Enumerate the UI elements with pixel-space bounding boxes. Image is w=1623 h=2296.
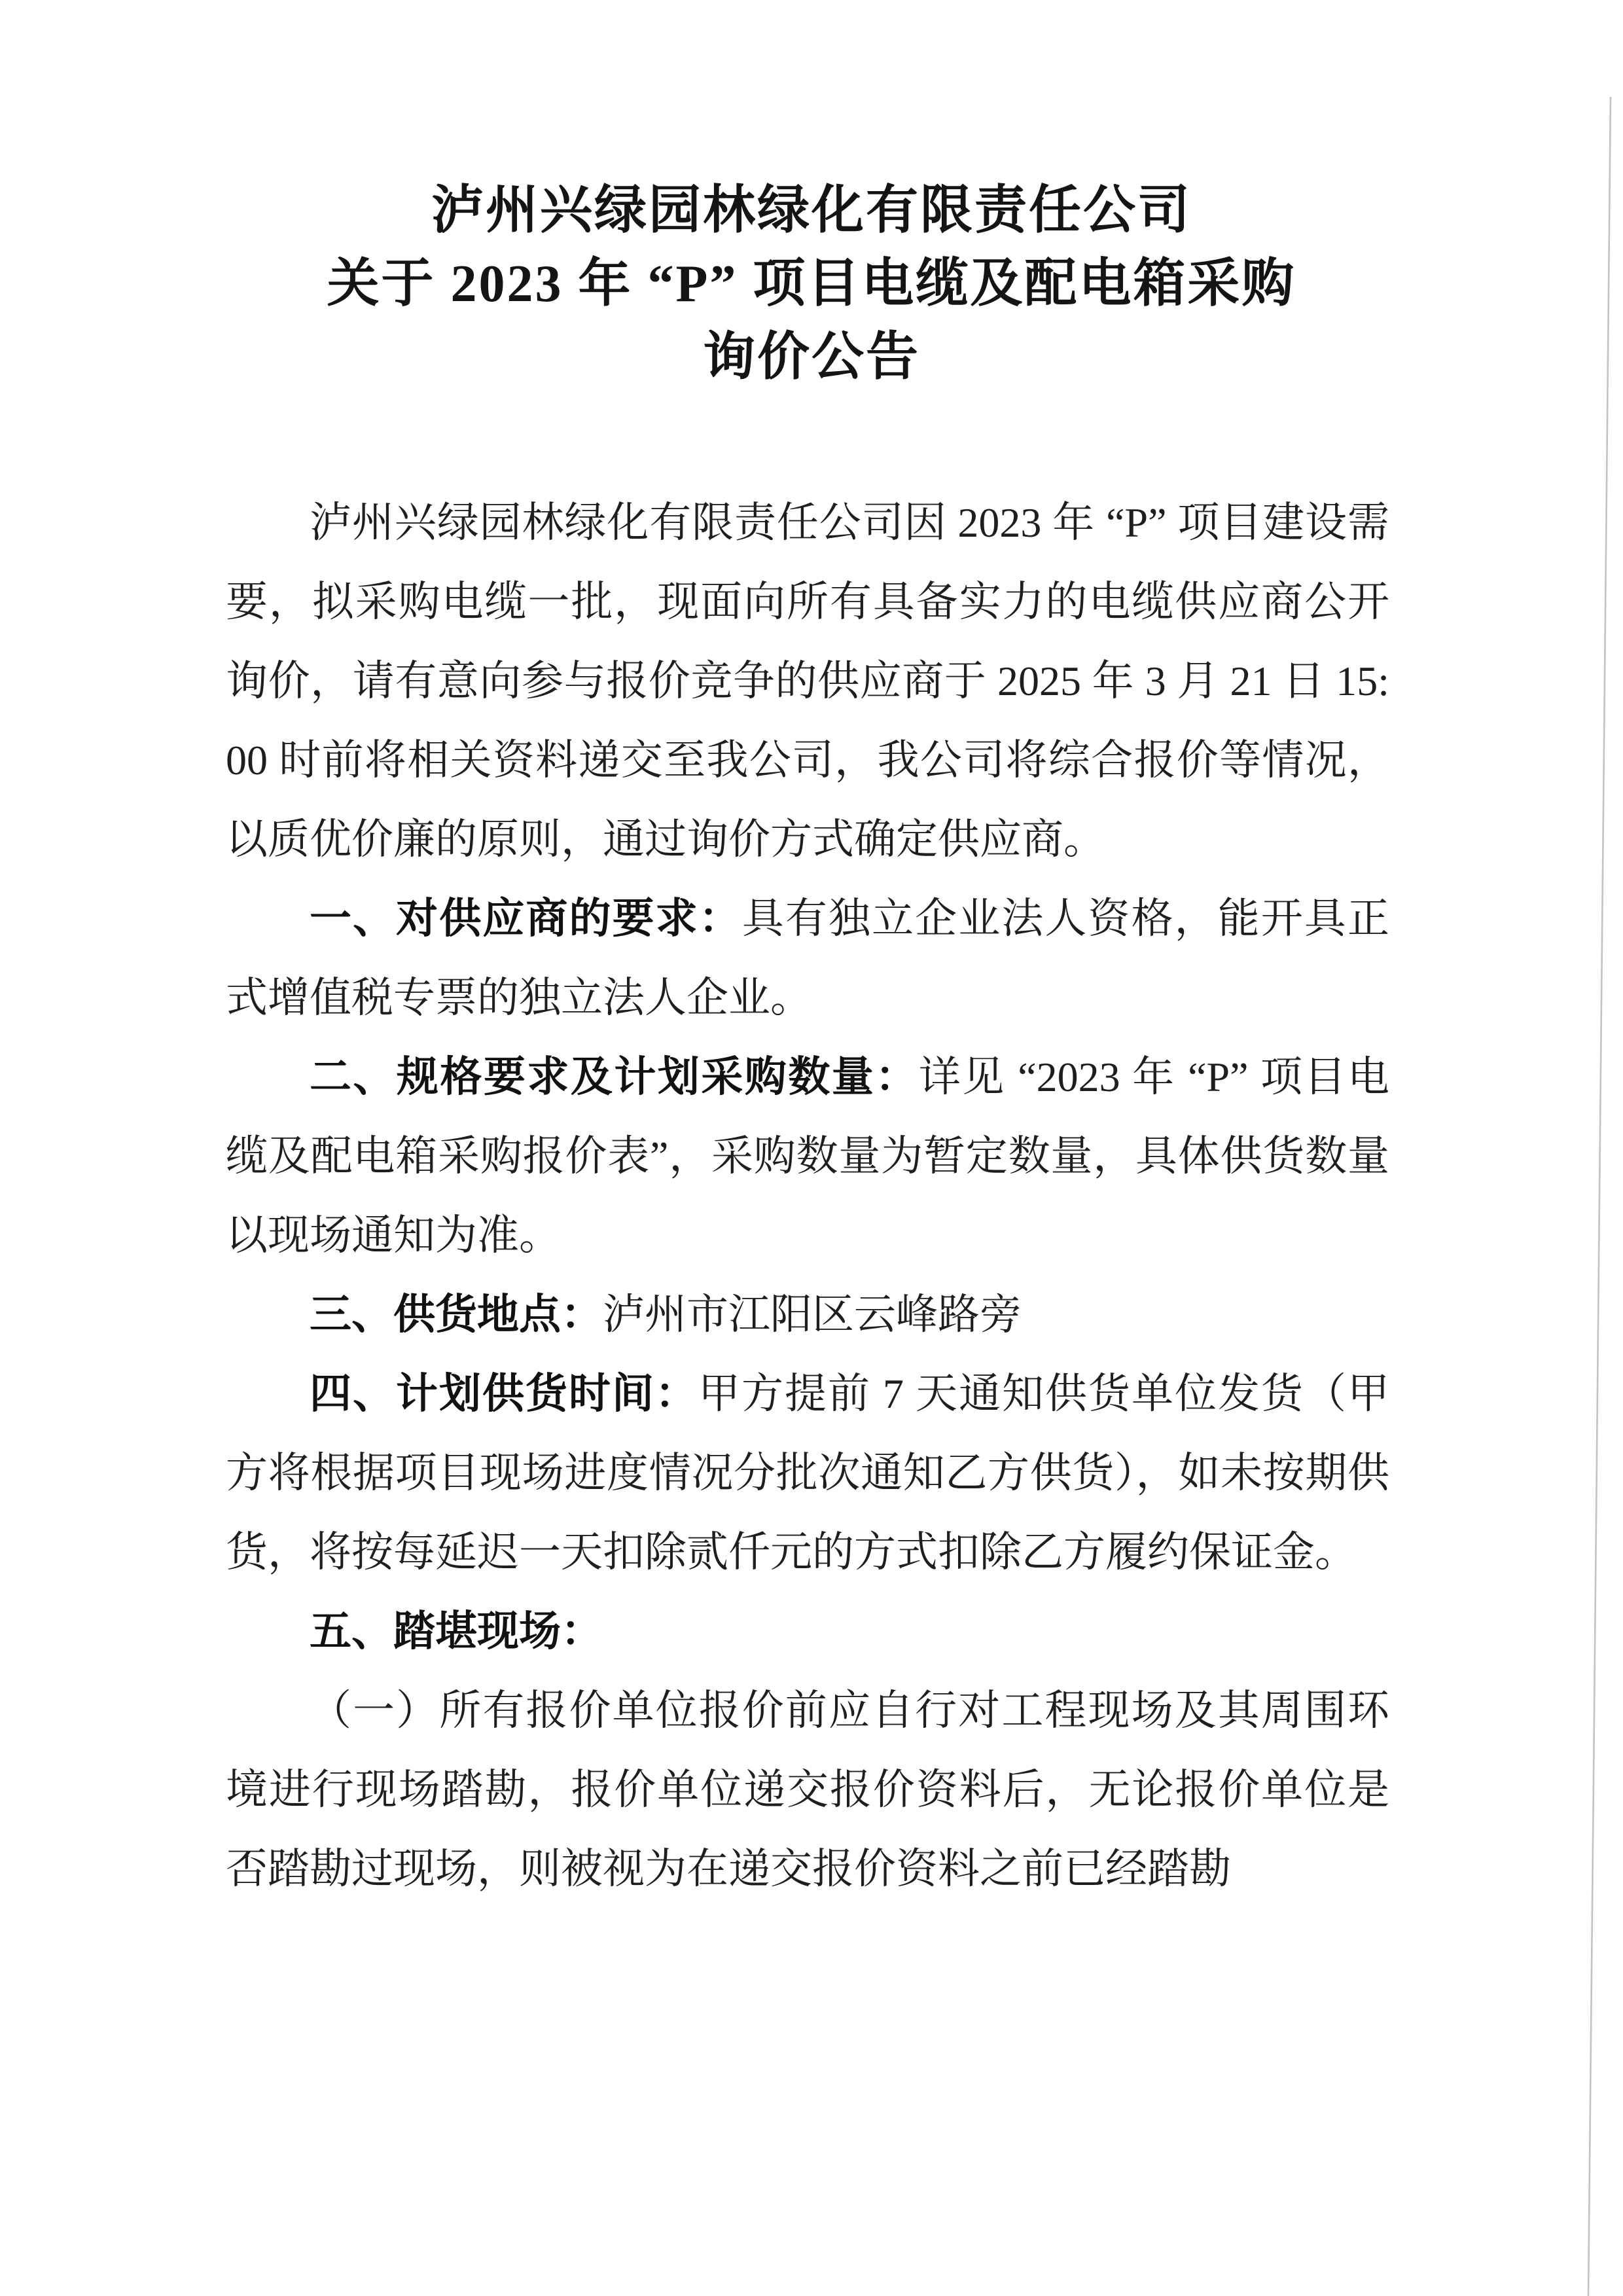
section-1-heading: 一、对供应商的要求： bbox=[310, 895, 742, 942]
scan-line bbox=[1588, 97, 1611, 2296]
paragraph-section-3-delivery-location bbox=[226, 1275, 1389, 1354]
paragraph-text: 具有独立企业法人资格，能开具正式增值税专票的独立法人企业。 bbox=[226, 895, 1390, 1021]
paragraph-text: 详见 “2023 年 “P” 项目电缆及配电箱采购报价表”，采购数量为暂定数量，具体供货数量以现场通知为准。 bbox=[226, 1054, 1390, 1259]
title-line-notice-type: 询价公告 bbox=[703, 329, 920, 386]
paragraph-section-5-site-survey bbox=[226, 1592, 1389, 1671]
title-line-subject: 关于 2023 年 “P” 项目电缆及配电箱采购 bbox=[327, 255, 1296, 313]
section-3-heading: 三、供货地点： bbox=[310, 1291, 603, 1338]
document-body bbox=[226, 483, 1389, 1909]
paragraph-text: 泸州兴绿园林绿化有限责任公司因 2023 年 “P” 项目建设需要，拟采购电缆一批，现面向所有具备实力的电缆供应商公开询价，请有意向参与报价竞争的供应商于 2025 年 3 月 21 日 15:00 时前将相关资料递交至我公司，我公司将综合报价等情况，以质优价廉的原则，通过询价方式确定供应商。 bbox=[226, 499, 1389, 863]
paragraph-section-1-supplier-requirements bbox=[226, 879, 1389, 1037]
section-5-heading: 五、踏堪现场： bbox=[310, 1608, 603, 1655]
section-4-heading: 四、计划供货时间： bbox=[310, 1371, 698, 1417]
paragraph-intro bbox=[226, 483, 1389, 879]
paragraph-text: （一）所有报价单位报价前应自行对工程现场及其周围环境进行现场踏勘，报价单位递交报价资料后，无论报价单位是否踏勘过现场，则被视为在递交报价资料之前已经踏勘 bbox=[226, 1687, 1389, 1892]
paragraph-section-2-specs-quantity bbox=[226, 1037, 1389, 1275]
paragraph-section-5-item-1 bbox=[226, 1671, 1389, 1909]
paragraph-section-4-delivery-schedule bbox=[226, 1354, 1389, 1592]
paragraph-text: 甲方提前 7 天通知供货单位发货（甲方将根据项目现场进度情况分批次通知乙方供货），如未按期供货，将按每延迟一天扣除贰仟元的方式扣除乙方履约保证金。 bbox=[226, 1371, 1389, 1575]
document-title bbox=[157, 174, 1466, 394]
section-2-heading: 二、规格要求及计划采购数量： bbox=[310, 1054, 919, 1100]
paragraph-text: 泸州市江阳区云峰路旁 bbox=[603, 1291, 1022, 1338]
title-line-company: 泸州兴绿园林绿化有限责任公司 bbox=[431, 182, 1192, 240]
